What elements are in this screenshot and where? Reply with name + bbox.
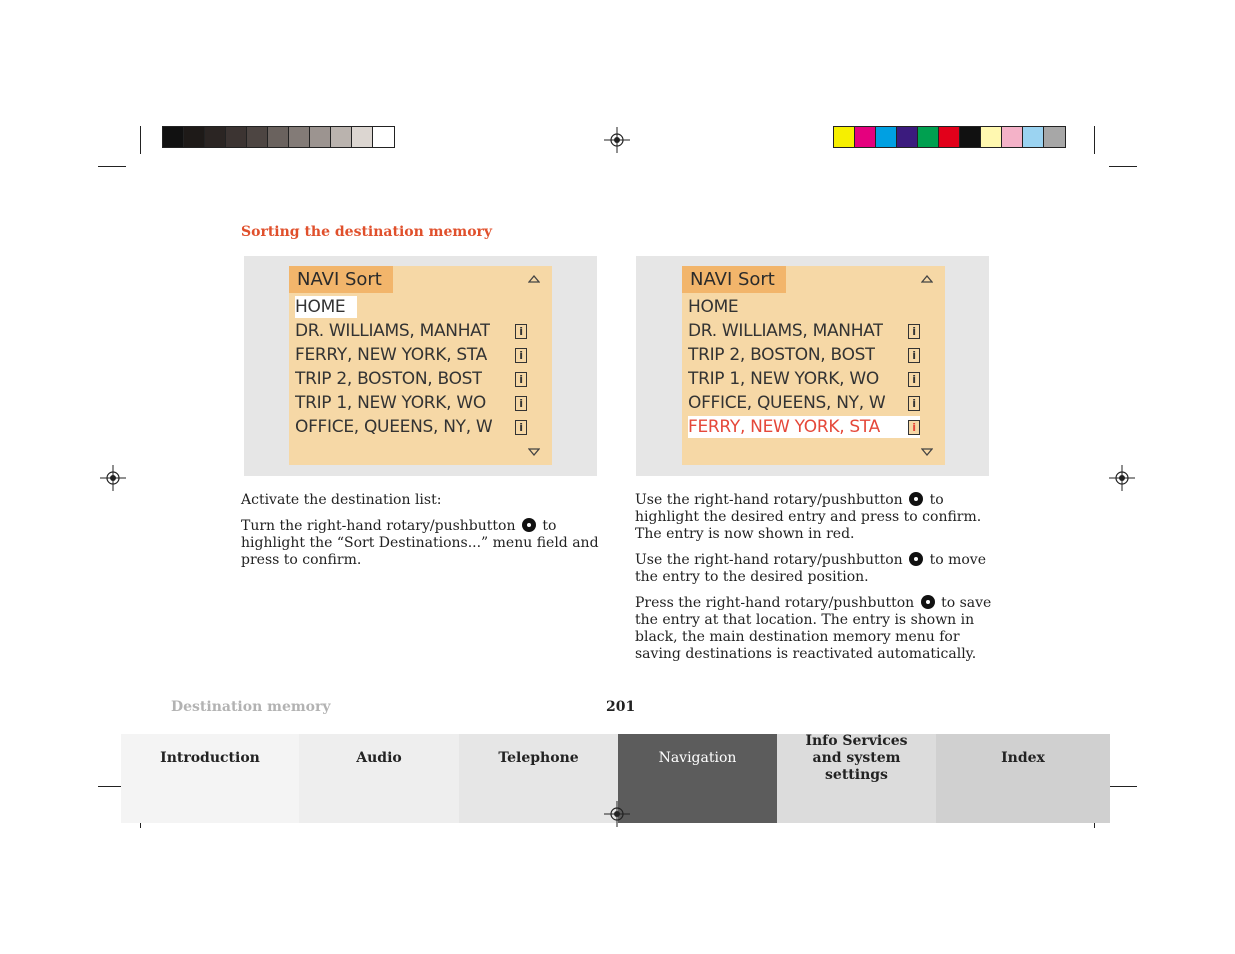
- destination-entry-label: FERRY, NEW YORK, STA: [295, 345, 488, 365]
- registration-mark-icon: [100, 465, 126, 491]
- destination-list-item[interactable]: [688, 320, 920, 342]
- color-swatch: [918, 127, 939, 147]
- info-icon: i: [515, 420, 527, 435]
- tab-introduction[interactable]: [121, 734, 299, 823]
- tab-telephone[interactable]: [459, 734, 618, 823]
- destination-list-item[interactable]: [688, 416, 920, 438]
- destination-list-item[interactable]: [688, 296, 920, 318]
- rotary-pushbutton-icon: [909, 492, 923, 506]
- destination-entry-label: TRIP 2, BOSTON, BOST: [295, 369, 483, 389]
- destination-entry-label: TRIP 1, NEW YORK, WO: [688, 369, 879, 389]
- destination-entry-label: HOME: [688, 297, 739, 317]
- color-swatch: [1023, 127, 1044, 147]
- display-header: NAVI Sort: [289, 266, 393, 293]
- section-title: Sorting the destination memory: [241, 224, 493, 240]
- destination-entry-label: DR. WILLIAMS, MANHAT: [688, 321, 884, 341]
- footer-section-label: Destination memory: [171, 699, 331, 715]
- destination-entry-label: DR. WILLIAMS, MANHAT: [295, 321, 491, 341]
- info-icon: i: [908, 420, 920, 435]
- screen-illustration-2: [636, 256, 989, 476]
- tab-info[interactable]: [777, 734, 936, 823]
- destination-list-item[interactable]: [295, 416, 527, 438]
- registration-mark-icon: [1109, 465, 1135, 491]
- color-swatch: [373, 127, 394, 147]
- instruction-paragraph: Press the right-hand rotary/pushbutton to save the entry at that location. The entry is shown in black, the main destination memory menu for saving destinations is reactivated automatically.: [635, 595, 992, 662]
- instruction-paragraph: Use the right-hand rotary/pushbutton to highlight the desired entry and press to confirm. The entry is now shown in red.: [635, 492, 982, 542]
- color-swatch: [960, 127, 981, 147]
- instruction-paragraph: Turn the right-hand rotary/pushbutton to highlight the “Sort Destinations...” menu field and press to confirm.: [241, 518, 599, 568]
- tab-label: Navigation: [658, 749, 737, 766]
- destination-entry-label: HOME: [295, 297, 346, 317]
- destination-list-item[interactable]: [688, 368, 920, 390]
- display-header: NAVI Sort: [682, 266, 786, 293]
- instruction-paragraph: Use the right-hand rotary/pushbutton to move the entry to the desired position.: [635, 552, 986, 585]
- destination-entry-label: TRIP 2, BOSTON, BOST: [688, 345, 876, 365]
- color-swatch: [939, 127, 960, 147]
- destination-list-item[interactable]: [688, 392, 920, 414]
- tab-audio[interactable]: [299, 734, 459, 823]
- color-swatch: [897, 127, 918, 147]
- color-swatch: [226, 127, 247, 147]
- info-icon: i: [908, 324, 920, 339]
- info-icon: i: [908, 372, 920, 387]
- crop-mark: [98, 166, 126, 167]
- destination-entry-label: OFFICE, QUEENS, NY, W: [295, 417, 493, 437]
- tab-index[interactable]: [936, 734, 1110, 823]
- color-swatch: [834, 127, 855, 147]
- tab-navigation[interactable]: [618, 734, 777, 823]
- info-icon: i: [515, 348, 527, 363]
- crop-mark: [1109, 786, 1137, 787]
- rotary-pushbutton-icon: [522, 518, 536, 532]
- info-icon: i: [515, 396, 527, 411]
- info-icon: i: [515, 324, 527, 339]
- destination-list-item[interactable]: [295, 368, 527, 390]
- color-swatch: [163, 127, 184, 147]
- rotary-pushbutton-icon: [909, 552, 923, 566]
- info-icon: i: [515, 372, 527, 387]
- scroll-up-arrow-icon: [528, 275, 540, 283]
- gray-color-bar: [162, 126, 395, 148]
- color-swatch: [310, 127, 331, 147]
- destination-entry-label: FERRY, NEW YORK, STA: [688, 417, 881, 437]
- navi-sort-display: [289, 266, 552, 465]
- tab-label: Audio: [356, 749, 402, 766]
- color-swatch: [289, 127, 310, 147]
- navi-sort-display: [682, 266, 945, 465]
- tab-label: Introduction: [160, 749, 260, 766]
- color-swatch: [268, 127, 289, 147]
- destination-entry-label: TRIP 1, NEW YORK, WO: [295, 393, 486, 413]
- scroll-up-arrow-icon: [921, 275, 933, 283]
- color-swatch: [205, 127, 226, 147]
- left-instructions: [241, 492, 601, 578]
- tab-label: Telephone: [498, 749, 579, 766]
- destination-entry-label: OFFICE, QUEENS, NY, W: [688, 393, 886, 413]
- crop-mark: [140, 126, 141, 154]
- registration-mark-icon: [604, 127, 630, 153]
- screen-illustration-1: [244, 256, 597, 476]
- info-icon: i: [908, 396, 920, 411]
- registration-mark-icon: [604, 801, 630, 827]
- destination-list-item[interactable]: [295, 296, 357, 318]
- process-color-bar: [833, 126, 1066, 148]
- destination-list-item[interactable]: [295, 344, 527, 366]
- tab-label: Info Services and system settings: [805, 732, 908, 783]
- right-instructions: [635, 492, 997, 672]
- color-swatch: [855, 127, 876, 147]
- color-swatch: [352, 127, 373, 147]
- color-swatch: [981, 127, 1002, 147]
- color-swatch: [876, 127, 897, 147]
- color-swatch: [247, 127, 268, 147]
- crop-mark: [1094, 126, 1095, 154]
- color-swatch: [1044, 127, 1065, 147]
- info-icon: i: [908, 348, 920, 363]
- destination-list-item[interactable]: [295, 392, 527, 414]
- crop-mark: [1109, 166, 1137, 167]
- color-swatch: [331, 127, 352, 147]
- scroll-down-arrow-icon: [921, 448, 933, 456]
- color-swatch: [1002, 127, 1023, 147]
- destination-list-item[interactable]: [295, 320, 527, 342]
- destination-list-item[interactable]: [688, 344, 920, 366]
- page-number: 201: [606, 699, 636, 715]
- tab-label: Index: [1001, 749, 1045, 766]
- color-swatch: [184, 127, 205, 147]
- instruction-paragraph: Activate the destination list:: [241, 492, 442, 508]
- scroll-down-arrow-icon: [528, 448, 540, 456]
- rotary-pushbutton-icon: [921, 595, 935, 609]
